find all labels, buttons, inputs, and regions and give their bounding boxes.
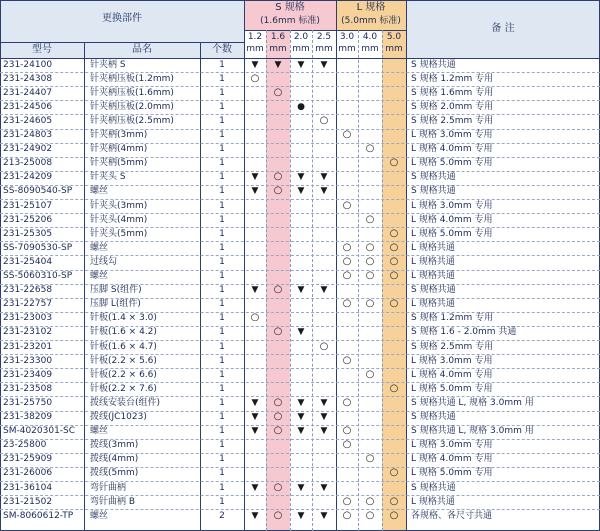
part-qty: 1: [219, 412, 225, 422]
circle-mark-icon: ○: [273, 171, 283, 183]
triangle-mark-icon: ▼: [297, 412, 305, 422]
size-header-value: 1.6: [270, 32, 286, 42]
part-number: 231-26006: [3, 468, 53, 479]
top-border: [0, 0, 600, 1]
part-name: 针夹柄 S: [90, 59, 126, 70]
triangle-mark-icon: ▼: [274, 59, 282, 70]
part-name: 螺丝: [90, 426, 109, 437]
part-name: 针板(2.2 × 6.6): [90, 369, 157, 380]
table-row: [0, 185, 600, 199]
triangle-mark-icon: ▼: [251, 172, 259, 183]
part-number: 231-36104: [3, 482, 53, 493]
circle-mark-icon: ○: [273, 411, 283, 422]
part-number: 231-24803: [3, 130, 53, 140]
part-number: 231-22658: [3, 285, 53, 296]
triangle-mark-icon: ▼: [251, 285, 259, 296]
row-note: L 规格 4.0mm 专用: [411, 144, 493, 155]
part-name: 针夹头(4mm): [90, 214, 148, 225]
circle-mark-icon: ○: [342, 509, 352, 521]
part-qty: 1: [219, 482, 225, 493]
triangle-mark-icon: ▼: [320, 412, 328, 422]
part-number: 231-23003: [3, 313, 53, 324]
triangle-mark-icon: ▼: [297, 510, 305, 521]
triangle-mark-icon: ▼: [297, 172, 305, 183]
part-name: 针夹柄(4mm): [90, 144, 148, 155]
part-number: 231-25305: [3, 228, 53, 239]
size-header-unit: mm: [269, 44, 287, 54]
part-qty: 1: [219, 158, 225, 169]
circle-mark-icon: ○: [319, 114, 329, 126]
part-number: 231-24100: [3, 59, 53, 70]
triangle-mark-icon: ▼: [320, 59, 328, 70]
row-note: S 规格共通 L, 规格 3.0mm 用: [411, 426, 534, 437]
part-number: 231-24902: [3, 144, 53, 155]
circle-mark-icon: ○: [273, 396, 283, 408]
circle-mark-icon: ○: [273, 481, 283, 493]
row-note: L 规格 4.0mm 专用: [411, 214, 493, 225]
part-number: 231-23409: [3, 369, 53, 380]
table-row: [0, 382, 600, 396]
circle-mark-icon: ○: [365, 270, 375, 281]
circle-mark-icon: ○: [389, 241, 399, 253]
row-note: L 规格共通: [411, 271, 455, 281]
part-name: 过线勾: [90, 256, 118, 267]
table-row: [0, 129, 600, 143]
part-number: 231-24407: [3, 87, 53, 98]
circle-mark-icon: ○: [389, 495, 399, 507]
circle-mark-icon: ○: [250, 72, 260, 84]
part-number: 231-23201: [3, 341, 53, 352]
size-header-value: 5.0: [386, 32, 402, 42]
part-qty: 1: [219, 214, 225, 225]
size-header-value: 2.5: [316, 32, 332, 42]
triangle-mark-icon: ▼: [297, 327, 305, 338]
circle-mark-icon: ○: [389, 298, 399, 310]
row-note: S 规格 1.6 - 2.0mm 共通: [411, 327, 517, 338]
part-name: 针夹头(5mm): [90, 228, 148, 239]
part-number: 213-25008: [3, 158, 53, 169]
circle-mark-icon: ○: [365, 143, 375, 155]
row-note: L 规格 3.0mm 专用: [411, 355, 493, 366]
row-note: S 规格 2.5mm 专用: [411, 115, 494, 126]
size-header-unit: mm: [338, 44, 356, 54]
part-name: 针夹头 S: [90, 172, 126, 183]
circle-mark-icon: ○: [389, 509, 399, 521]
part-name: 针夹柄(5mm): [90, 158, 148, 169]
size-header-value: 3.0: [339, 32, 355, 42]
part-name: 针板(2.2 × 5.6): [90, 355, 157, 366]
row-note: L 规格 5.0mm 专用: [411, 468, 493, 479]
row-note: L 规格 5.0mm 专用: [411, 383, 493, 394]
row-note: L 规格共通: [411, 299, 455, 310]
size-header-value: 1.2: [247, 32, 263, 42]
part-qty: 1: [219, 341, 225, 352]
table-row: [0, 241, 600, 255]
row-note: S 规格 1.2mm 专用: [411, 313, 494, 324]
part-number: SS-7090530-SP: [3, 242, 73, 253]
part-number: 231-21502: [3, 496, 53, 507]
size-header-unit: mm: [315, 44, 333, 54]
triangle-mark-icon: ▼: [320, 186, 328, 197]
table-row: [0, 157, 600, 171]
triangle-mark-icon: ▼: [320, 172, 328, 183]
size-header-unit: mm: [385, 44, 403, 54]
table-row: [0, 340, 600, 354]
circle-mark-icon: ○: [273, 185, 283, 197]
triangle-mark-icon: ▼: [251, 426, 259, 437]
circle-mark-icon: ○: [365, 298, 375, 310]
part-name: 拨线(3mm): [90, 440, 139, 451]
row-note: L 规格共通: [411, 242, 455, 253]
part-name: 针夹头(3mm): [90, 200, 148, 211]
circle-mark-icon: ○: [365, 368, 375, 380]
row-note: S 规格共通: [411, 412, 456, 422]
triangle-mark-icon: ▼: [320, 510, 328, 521]
part-name: 螺丝: [90, 271, 109, 281]
size-header-value: 2.0: [293, 32, 309, 42]
part-number: 231-23102: [3, 327, 53, 338]
triangle-mark-icon: ▼: [320, 397, 328, 408]
part-qty: 1: [219, 228, 225, 239]
circle-mark-icon: ○: [342, 495, 352, 507]
part-qty: 1: [219, 130, 225, 140]
part-name: 压脚 S(组件): [90, 285, 142, 296]
triangle-mark-icon: ▼: [297, 59, 305, 70]
circle-mark-icon: ○: [273, 326, 283, 338]
table-row: [0, 298, 600, 312]
part-qty: 1: [219, 242, 225, 253]
part-number: SS-5060310-SP: [3, 271, 73, 281]
row-note: S 规格 2.5mm 专用: [411, 341, 494, 352]
table-row: [0, 199, 600, 213]
part-name: 螺丝: [90, 510, 109, 521]
part-qty: 1: [219, 397, 225, 408]
part-number: 231-38209: [3, 412, 53, 422]
table-row: [0, 171, 600, 185]
circle-mark-icon: ○: [389, 270, 399, 281]
part-name: 针夹柄压板(1.2mm): [90, 73, 174, 84]
part-name: 拨线(JC1023): [90, 412, 147, 422]
part-name: 针夹柄(3mm): [90, 130, 148, 140]
circle-mark-icon: ○: [342, 270, 352, 281]
circle-mark-icon: ○: [365, 453, 375, 465]
table-row: [0, 354, 600, 368]
table-row: [0, 312, 600, 326]
part-qty: 1: [219, 144, 225, 155]
circle-mark-icon: ○: [365, 495, 375, 507]
part-number: SM-4020301-SC: [3, 426, 76, 437]
table-row: [0, 453, 600, 467]
part-qty: 1: [219, 355, 225, 366]
part-name: 弯针曲柄: [90, 482, 127, 493]
triangle-mark-icon: ▼: [320, 482, 328, 493]
circle-mark-icon: ○: [273, 509, 283, 521]
table-row: [0, 58, 600, 72]
part-name: 螺丝: [90, 242, 109, 253]
row-note: S 规格共通: [411, 59, 456, 70]
table-row: [0, 368, 600, 382]
circle-mark-icon: ○: [342, 298, 352, 310]
triangle-mark-icon: ▼: [251, 412, 259, 422]
part-qty: 1: [219, 369, 225, 380]
triangle-mark-icon: ▼: [320, 426, 328, 437]
part-qty: 1: [219, 285, 225, 296]
table-row: [0, 255, 600, 269]
triangle-mark-icon: ▼: [251, 186, 259, 197]
part-qty: 1: [219, 200, 225, 211]
part-qty: 1: [219, 426, 225, 437]
part-name: 压脚 L(组件): [90, 299, 141, 310]
circle-mark-icon: ○: [342, 199, 352, 211]
part-number: 23-25800: [3, 440, 47, 451]
circle-mark-icon: ○: [342, 396, 352, 408]
circle-mark-icon: ○: [342, 354, 352, 366]
part-qty: 2: [219, 510, 225, 521]
table-row: [0, 100, 600, 114]
circle-mark-icon: ○: [365, 213, 375, 225]
size-header-unit: mm: [361, 44, 379, 54]
group-title: 更换部件: [102, 13, 142, 24]
size-header-unit: mm: [246, 44, 264, 54]
table-row: [0, 86, 600, 100]
row-note: L 规格 5.0mm 专用: [411, 228, 493, 239]
part-qty: 1: [219, 468, 225, 479]
row-note: S 规格共通: [411, 482, 456, 493]
part-name: 针板(1.4 × 3.0): [90, 313, 157, 324]
circle-mark-icon: ○: [273, 284, 283, 296]
part-qty: 1: [219, 271, 225, 281]
part-qty: 1: [219, 73, 225, 84]
circle-mark-icon: ○: [342, 129, 352, 140]
table-row: [0, 425, 600, 439]
circle-mark-icon: ○: [365, 509, 375, 521]
circle-mark-icon: ○: [273, 425, 283, 437]
part-number: 231-25909: [3, 454, 53, 465]
table-row: [0, 270, 600, 284]
part-name: 针板(1.6 × 4.7): [90, 341, 157, 352]
part-number: SS-8090540-SP: [3, 186, 73, 197]
triangle-mark-icon: ▼: [251, 482, 259, 493]
part-qty: 1: [219, 313, 225, 324]
table-row: [0, 396, 600, 410]
circle-mark-icon: ○: [389, 255, 399, 267]
triangle-mark-icon: ▼: [297, 397, 305, 408]
part-qty: 1: [219, 101, 225, 112]
part-qty: 1: [219, 256, 225, 267]
table-row: [0, 114, 600, 128]
triangle-mark-icon: ▼: [297, 285, 305, 296]
note-title: 备 注: [491, 23, 515, 34]
l-spec-subtitle: (5.0mm 标准): [341, 16, 401, 26]
circle-mark-icon: ○: [389, 382, 399, 394]
table-row: [0, 213, 600, 227]
triangle-mark-icon: ▼: [320, 285, 328, 296]
part-number: 231-23508: [3, 383, 53, 394]
part-name: 针板(1.6 × 4.2): [90, 327, 157, 338]
circle-mark-icon: ○: [342, 255, 352, 267]
row-note: S 规格 1.2mm 专用: [411, 73, 494, 84]
part-qty: 1: [219, 327, 225, 338]
circle-mark-icon: ○: [389, 467, 399, 479]
part-qty: 1: [219, 299, 225, 310]
triangle-mark-icon: ▼: [297, 482, 305, 493]
dot-mark-icon: ●: [297, 101, 305, 112]
part-name: 螺丝: [90, 186, 109, 197]
part-number: 231-23300: [3, 355, 53, 366]
row-note: L 规格 3.0mm 专用: [411, 440, 493, 451]
size-header-value: 4.0: [362, 32, 378, 42]
part-qty: 1: [219, 454, 225, 465]
row-note: L 规格 3.0mm 专用: [411, 200, 493, 211]
size-header-unit: mm: [292, 44, 310, 54]
row-note: S 规格 1.6mm 专用: [411, 87, 494, 98]
part-name: 针板(2.2 × 7.6): [90, 383, 157, 394]
col-qty-header: 个数: [212, 44, 232, 55]
triangle-mark-icon: ▼: [297, 186, 305, 197]
part-qty: 1: [219, 440, 225, 451]
table-row: [0, 227, 600, 241]
part-name: 拨线(4mm): [90, 454, 139, 465]
s-spec-title: S 规格: [275, 2, 305, 13]
part-name: 拨线(5mm): [90, 468, 139, 479]
part-name: 弯针曲柄 B: [90, 496, 136, 507]
row-note: L 规格共通: [411, 496, 455, 507]
part-number: 231-25404: [3, 256, 53, 267]
part-number: 231-24209: [3, 172, 53, 183]
row-note: L 规格 4.0mm 专用: [411, 454, 493, 465]
row-note: S 规格共通: [411, 172, 456, 183]
circle-mark-icon: ○: [319, 340, 329, 352]
triangle-mark-icon: ▼: [251, 397, 259, 408]
part-qty: 1: [219, 115, 225, 126]
table-row: [0, 284, 600, 298]
circle-mark-icon: ○: [389, 157, 399, 169]
circle-mark-icon: ○: [250, 312, 260, 324]
col-part-header: 型号: [32, 44, 52, 55]
row-note: L 规格 3.0mm 专用: [411, 130, 493, 140]
circle-mark-icon: ○: [342, 241, 352, 253]
part-qty: 1: [219, 87, 225, 98]
row-note: S 规格共通: [411, 285, 456, 296]
part-qty: 1: [219, 383, 225, 394]
row-note: S 规格 2.0mm 专用: [411, 101, 494, 112]
row-note: S 规格共通 L, 规格 3.0mm 用: [411, 397, 534, 408]
part-qty: 1: [219, 496, 225, 507]
circle-mark-icon: ○: [273, 86, 283, 98]
left-header-line: [0, 42, 244, 43]
circle-mark-icon: ○: [389, 227, 399, 239]
part-name: 拨线安装台(组件): [90, 397, 161, 408]
table-row: [0, 439, 600, 453]
part-number: 231-25750: [3, 397, 53, 408]
l-spec-title: L 规格: [356, 2, 386, 13]
row-note: L 规格共通: [411, 256, 455, 267]
row-note: 各规格、各尺寸共通: [411, 510, 493, 521]
part-number: 231-25206: [3, 214, 53, 225]
col-name-header: 品名: [132, 44, 152, 55]
table-row: [0, 481, 600, 495]
table-row: [0, 72, 600, 86]
circle-mark-icon: ○: [342, 439, 352, 451]
part-qty: 1: [219, 172, 225, 183]
triangle-mark-icon: ▼: [251, 59, 259, 70]
table-row: [0, 509, 600, 523]
part-number: 231-24605: [3, 115, 53, 126]
row-note: L 规格 5.0mm 专用: [411, 158, 493, 169]
part-number: 231-24308: [3, 73, 53, 84]
circle-mark-icon: ○: [342, 425, 352, 437]
part-qty: 1: [219, 186, 225, 197]
part-name: 针夹柄压板(2.0mm): [90, 101, 174, 112]
row-note: S 规格共通: [411, 186, 456, 197]
part-number: 231-24506: [3, 101, 53, 112]
triangle-mark-icon: ▼: [251, 510, 259, 521]
table-row: [0, 326, 600, 340]
part-number: 231-25107: [3, 200, 53, 211]
part-qty: 1: [219, 59, 225, 70]
part-name: 针夹柄压板(1.6mm): [90, 87, 174, 98]
part-number: 231-22757: [3, 299, 53, 310]
table-row: [0, 495, 600, 509]
table-row: [0, 467, 600, 481]
part-number: SM-8060612-TP: [3, 510, 74, 521]
s-spec-subtitle: (1.6mm 标准): [260, 16, 320, 26]
circle-mark-icon: ○: [365, 241, 375, 253]
table-row: [0, 143, 600, 157]
row-note: L 规格 4.0mm 专用: [411, 369, 493, 380]
circle-mark-icon: ○: [365, 255, 375, 267]
table-row: [0, 411, 600, 425]
triangle-mark-icon: ▼: [297, 426, 305, 437]
part-name: 针夹柄压板(2.5mm): [90, 115, 174, 126]
